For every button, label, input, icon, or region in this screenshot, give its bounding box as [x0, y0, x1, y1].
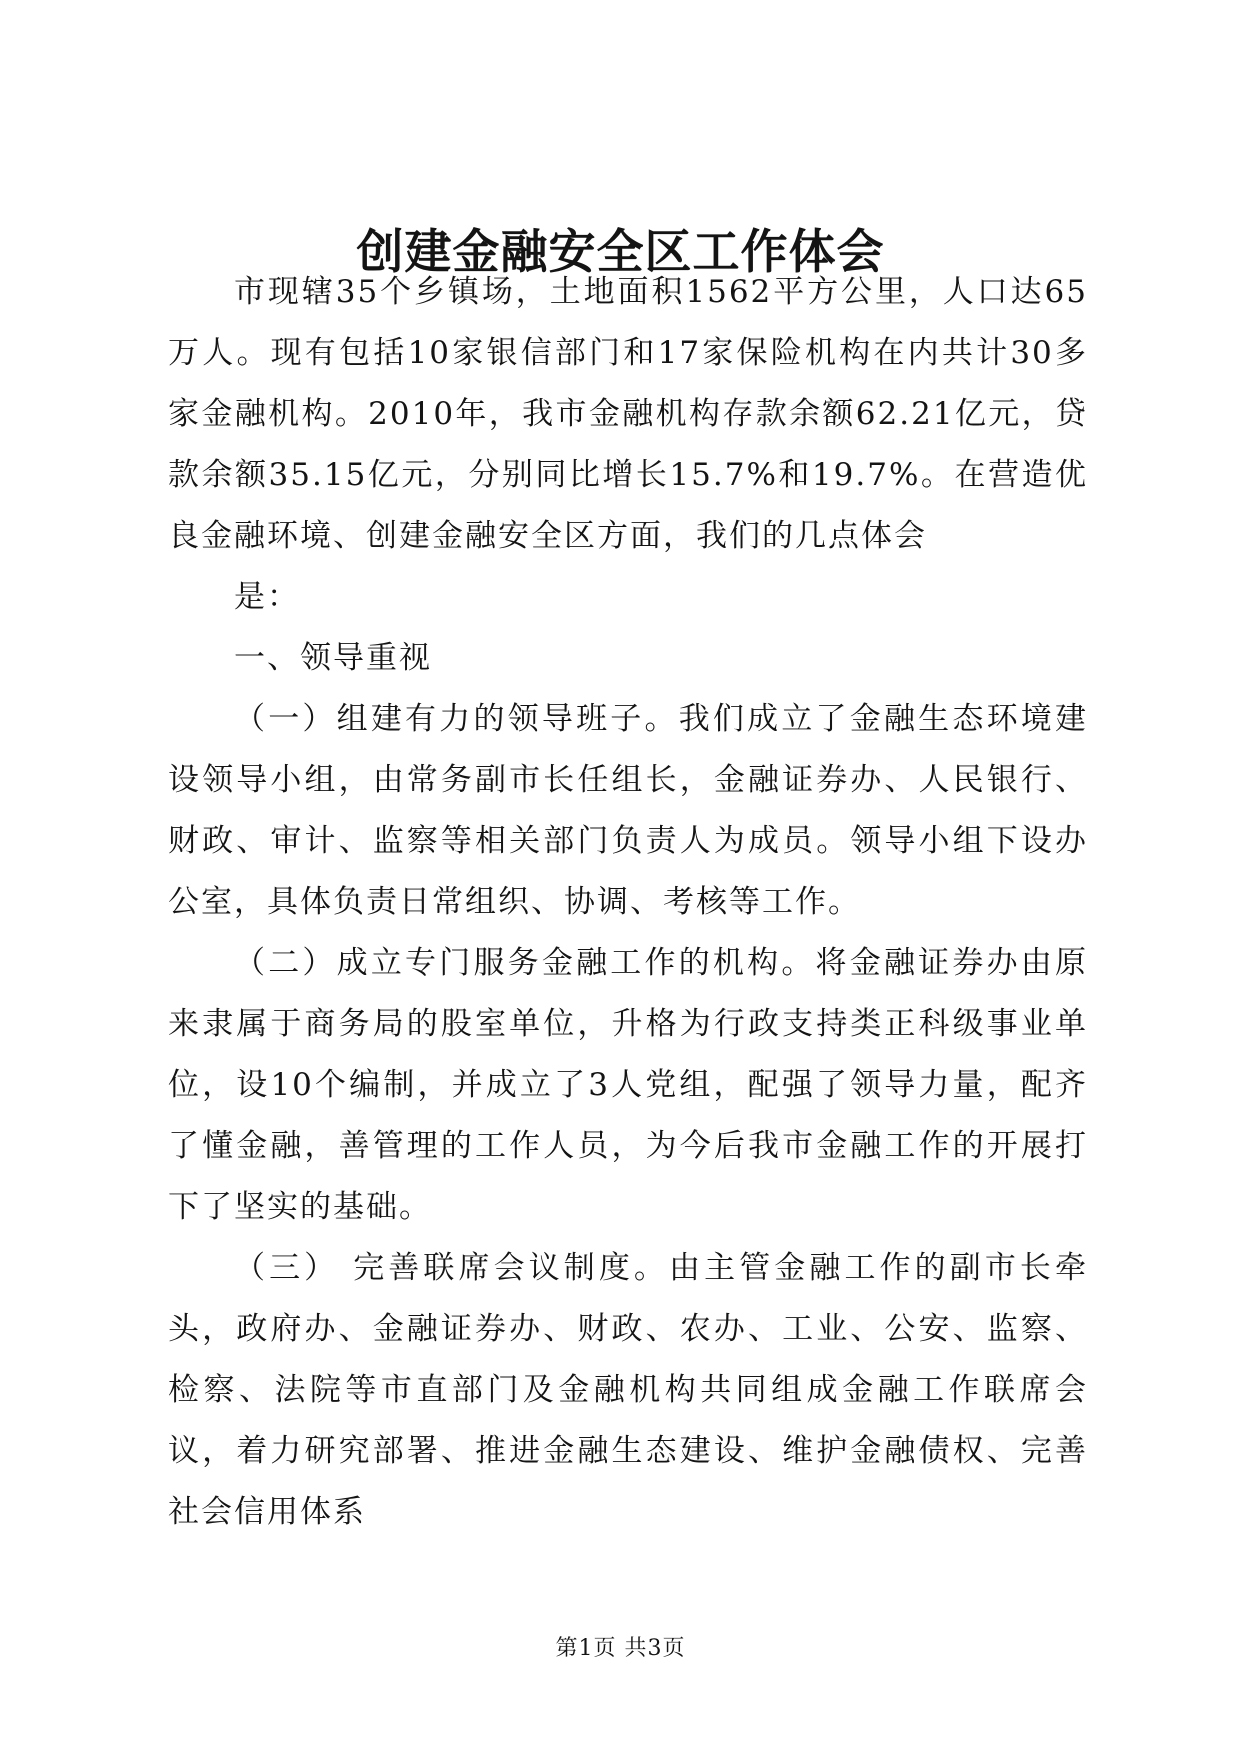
body-paragraph: （一）组建有力的领导班子。我们成立了金融生态环境建设领导小组，由常务副市长任组长，金融证券办、人民银行、财政、审计、监察等相关部门负责人为成员。领导小组下设办公室，具体负责日常组织、协调、考核等工作。: [168, 701, 1088, 920]
body-paragraph: 是：: [234, 579, 300, 615]
body-paragraph: 市现辖35个乡镇场，土地面积1562平方公里，人口达65万人。现有包括10家银信部门和17家保险机构在内共计30多家金融机构。2010年，我市金融机构存款余额62.21亿元，贷款余额35.15亿元，分别同比增长15.7%和19.7%。在营造优良金融环境、创建金融安全区方面，我们的几点体会: [168, 274, 1088, 554]
section-heading: 一、领导重视: [234, 640, 432, 676]
document-title: 创建金融安全区工作体会: [356, 225, 885, 280]
document-body: [168, 262, 1088, 1543]
body-paragraph: （二）成立专门服务金融工作的机构。将金融证券办由原来隶属于商务局的股室单位，升格为行政支持类正科级事业单位，设10个编制，并成立了3人党组，配强了领导力量，配齐了懂金融，善管理的工作人员，为今后我市金融工作的开展打下了坚实的基础。: [168, 945, 1088, 1225]
body-paragraph: （三） 完善联席会议制度。由主管金融工作的副市长牵头，政府办、金融证券办、财政、农办、工业、公安、监察、检察、法院等市直部门及金融机构共同组成金融工作联席会议，着力研究部署、推进金融生态建设、维护金融债权、完善社会信用体系: [168, 1250, 1088, 1530]
page-number-footer: 第1页 共3页: [555, 1636, 686, 1661]
